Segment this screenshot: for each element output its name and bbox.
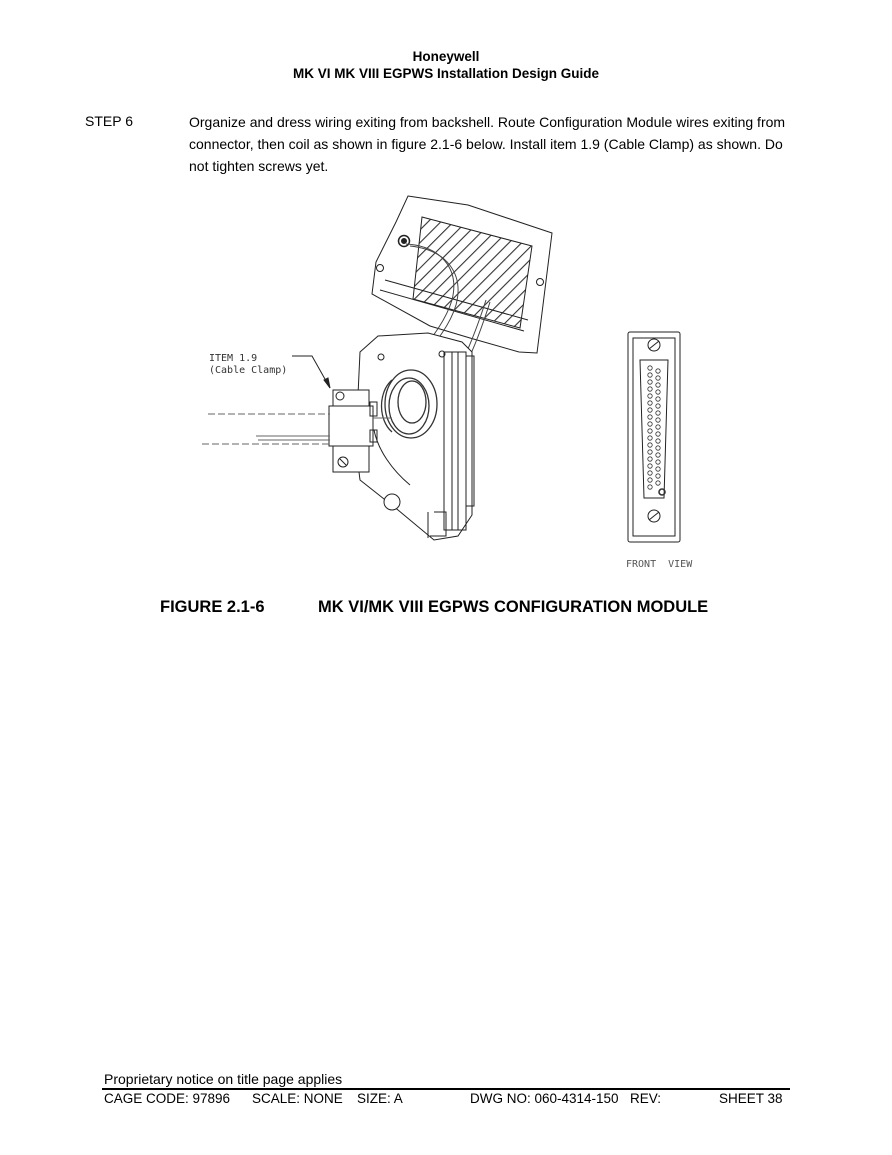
- step-text: Organize and dress wiring exiting from backshell. Route Configuration Module wires exiting from connector, then coil as shown in figure 2.1-6 below. Install item 1.9 (Cable Clamp) as shown. Do not tighten screws yet.: [189, 114, 786, 174]
- backshell-cover: [372, 196, 552, 353]
- front-view-label: FRONT VIEW: [626, 559, 693, 570]
- figure-caption-number: FIGURE 2.1-6: [160, 598, 265, 616]
- footer-divider: [102, 1088, 790, 1090]
- footer-scale: SCALE: NONE: [252, 1091, 343, 1106]
- configuration-module-drawing: [195, 192, 715, 577]
- footer-sheet: SHEET 38: [719, 1091, 783, 1106]
- step-label: STEP 6: [85, 113, 133, 129]
- item-sublabel: (Cable Clamp): [209, 365, 288, 376]
- header-title: MK VI MK VIII EGPWS Installation Design Guide: [292, 66, 600, 81]
- footer-rev: REV:: [630, 1091, 662, 1106]
- proprietary-notice: Proprietary notice on title page applies: [104, 1071, 343, 1087]
- item-leader-line: [292, 356, 330, 388]
- item-label: ITEM 1.9: [209, 353, 258, 364]
- figure-caption-title: MK VI/MK VIII EGPWS CONFIGURATION MODULE: [318, 598, 709, 616]
- footer-dwg-no: DWG NO: 060-4314-150: [470, 1091, 619, 1106]
- header-company: Honeywell: [412, 49, 480, 64]
- item-leader-arrow: [324, 378, 330, 388]
- footer-size: SIZE: A: [357, 1091, 403, 1106]
- connector-front-view: [628, 332, 680, 542]
- footer-cage-code: CAGE CODE: 97896: [104, 1091, 231, 1106]
